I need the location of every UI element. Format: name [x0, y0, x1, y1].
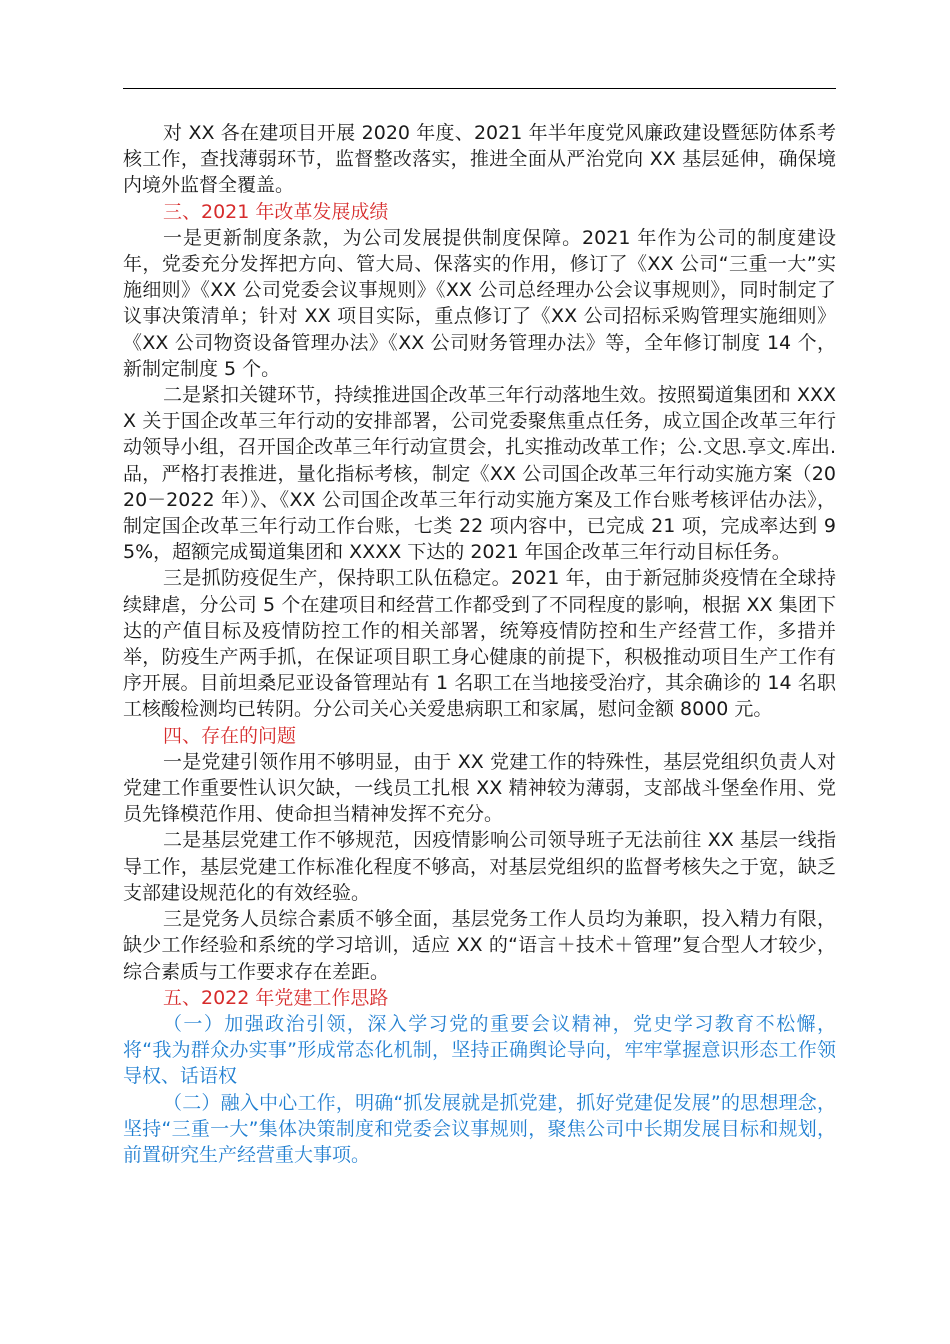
paragraph-problem-staff-quality: 三是党务人员综合素质不够全面，基层党务工作人员均为兼职，投入精力有限，缺少工作经验和系统的学习培训，适应 XX 的“语言＋技术＋管理”复合型人才较少，综合素质与工作要求存在差距。 — [123, 908, 836, 983]
section-heading-problems: 四、存在的问题 — [163, 724, 297, 747]
section-heading-reform-results: 三、2021 年改革发展成绩 — [163, 200, 389, 223]
document-body — [123, 120, 836, 1168]
paragraph-system-update: 一是更新制度条款，为公司发展提供制度保障。2021 年作为公司的制度建设年，党委充分发挥把方向、管大局、保落实的作用，修订了《XX 公司“三重一大”实施细则》《XX 公司党委会议事规则》《XX 公司总经理办公会议事规则》，同时制定了议事决策清单；针对 XX 项目实际，重点修订了《XX 公司招标采购管理实施细则》《XX 公司物资设备管理办法》《XX 公司财务管理办法》等，全年修订制度 14 个，新制定制度 5 个。 — [123, 226, 836, 380]
paragraph-problem-leadership: 一是党建引领作用不够明显，由于 XX 党建工作的特殊性，基层党组织负责人对党建工作重要性认识欠缺，一线员工扎根 XX 精神较为薄弱，支部战斗堡垒作用、党员先锋模范作用、使命担当精神发挥不充分。 — [123, 750, 836, 826]
paragraph-epidemic-production: 三是抓防疫促生产，保持职工队伍稳定。2021 年，由于新冠肺炎疫情在全球持续肆虐，分公司 5 个在建项目和经营工作都受到了不同程度的影响，根据 XX 集团下达的产值目标及疫情防控工作的相关部署，统筹疫情防控和生产经营工作，多措并举，防疫生产两手抓，在保证项目职工身心健康的前提下，积极推动项目生产工作有序开展。目前坦桑尼亚设备管理站有 1 名职工在当地接受治疗，其余确诊的 14 名职工核酸检测均已转阴。分公司关心关爱患病职工和家属，慰问金额 8000 元。 — [123, 567, 836, 721]
paragraph-plan-political-guidance: （一）加强政治引领，深入学习党的重要会议精神，党史学习教育不松懈，将“我为群众办实事”形成常态化机制，坚持正确舆论导向，牢牢掌握意识形态工作领导权、话语权 — [123, 1012, 836, 1088]
header-rule — [123, 88, 836, 89]
paragraph-inspection: 对 XX 各在建项目开展 2020 年度、2021 年半年度党风廉政建设暨惩防体系考核工作，查找薄弱环节，监督整改落实，推进全面从严治党向 XX 基层延伸，确保境内境外监督全覆盖。 — [123, 122, 836, 197]
section-heading-2022-plan: 五、2022 年党建工作思路 — [163, 986, 389, 1009]
paragraph-plan-central-work: （二）融入中心工作，明确“抓发展就是抓党建，抓好党建促发展”的思想理念，坚持“三重一大”集体决策制度和党委会议事规则，聚焦公司中长期发展目标和规划，前置研究生产经营重大事项。 — [123, 1091, 836, 1166]
paragraph-soe-reform: 二是紧扣关键环节，持续推进国企改革三年行动落地生效。按照蜀道集团和 XXXX 关于国企改革三年行动的安排部署，公司党委聚焦重点任务，成立国企改革三年行动领导小组，召开国企改革三年行动宣贯会，扎实推动改革工作；公.文思.享文.库出.品，严格打表推进，量化指标考核，制定《XX 公司国企改革三年行动实施方案（2020－2022 年）》、《XX 公司国企改革三年行动实施方案及工作台账考核评估办法》，制定国企改革三年行动工作台账，七类 22 项内容中，已完成 21 项，完成率达到 95%，超额完成蜀道集团和 XXXX 下达的 2021 年国企改革三年行动目标任务。 — [123, 384, 836, 564]
paragraph-problem-standardization: 二是基层党建工作不够规范，因疫情影响公司领导班子无法前往 XX 基层一线指导工作，基层党建工作标准化程度不够高，对基层党组织的监督考核失之于宽，缺乏支部建设规范化的有效经验。 — [123, 829, 836, 904]
